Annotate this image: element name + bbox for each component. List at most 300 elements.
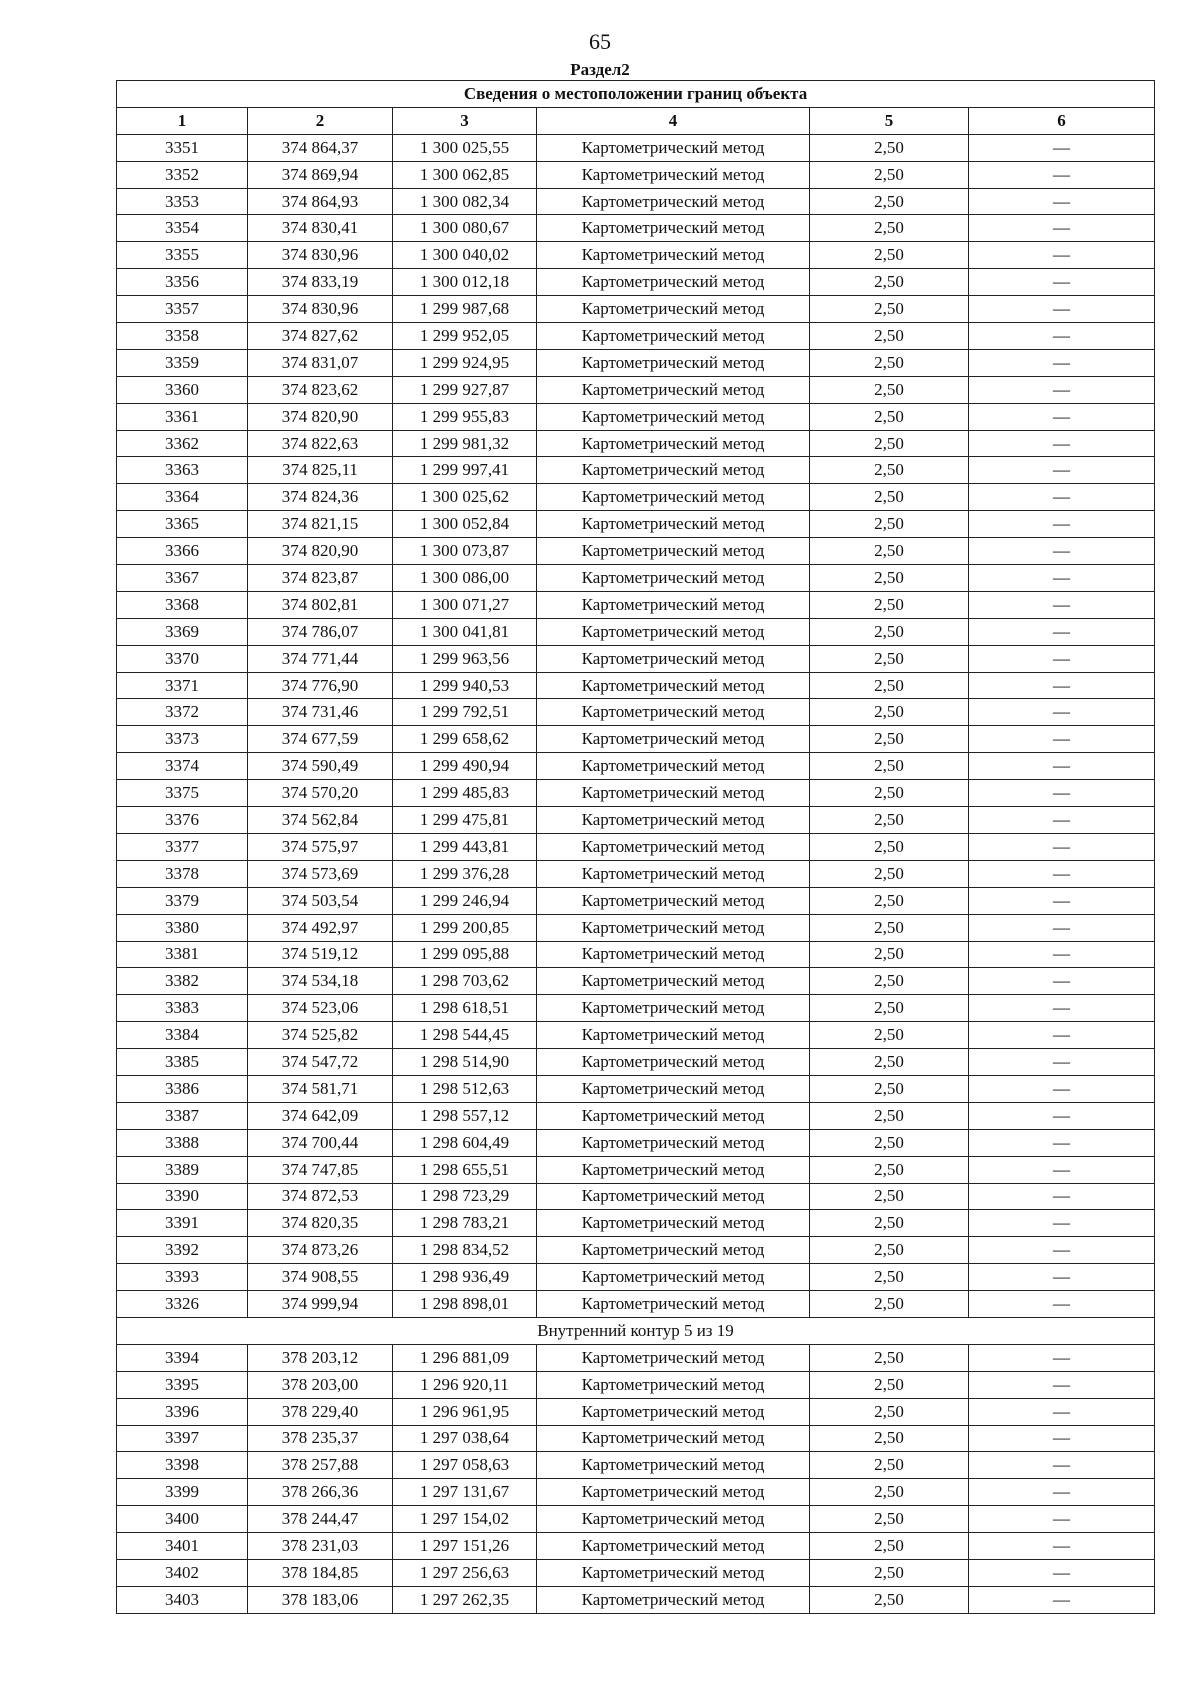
- y-coordinate-cell: 1 300 025,62: [393, 484, 537, 511]
- table-row: [117, 1264, 1155, 1291]
- x-coordinate-cell: 378 257,88: [248, 1452, 393, 1479]
- table-row: [117, 887, 1155, 914]
- x-coordinate-cell: 378 231,03: [248, 1533, 393, 1560]
- method-cell: Картометрический метод: [537, 1183, 810, 1210]
- y-coordinate-cell: 1 299 095,88: [393, 941, 537, 968]
- table-row: [117, 323, 1155, 350]
- point-number-cell: 3358: [117, 323, 248, 350]
- method-cell: Картометрический метод: [537, 860, 810, 887]
- point-number-cell: 3378: [117, 860, 248, 887]
- table-row: [117, 430, 1155, 457]
- y-coordinate-cell: 1 298 723,29: [393, 1183, 537, 1210]
- description-cell: —: [969, 323, 1155, 350]
- table-row: [117, 807, 1155, 834]
- table-body: [117, 134, 1155, 1613]
- point-number-cell: 3376: [117, 807, 248, 834]
- y-coordinate-cell: 1 298 512,63: [393, 1075, 537, 1102]
- accuracy-cell: 2,50: [810, 1183, 969, 1210]
- accuracy-cell: 2,50: [810, 430, 969, 457]
- method-cell: Картометрический метод: [537, 1586, 810, 1613]
- accuracy-cell: 2,50: [810, 1075, 969, 1102]
- table-row: [117, 511, 1155, 538]
- accuracy-cell: 2,50: [810, 1506, 969, 1533]
- y-coordinate-cell: 1 299 927,87: [393, 376, 537, 403]
- x-coordinate-cell: 378 235,37: [248, 1425, 393, 1452]
- accuracy-cell: 2,50: [810, 215, 969, 242]
- point-number-cell: 3393: [117, 1264, 248, 1291]
- method-cell: Картометрический метод: [537, 1452, 810, 1479]
- x-coordinate-cell: 374 547,72: [248, 1049, 393, 1076]
- y-coordinate-cell: 1 298 936,49: [393, 1264, 537, 1291]
- contour-label: Внутренний контур 5 из 19: [117, 1317, 1155, 1344]
- description-cell: —: [969, 1022, 1155, 1049]
- description-cell: —: [969, 1075, 1155, 1102]
- method-cell: Картометрический метод: [537, 941, 810, 968]
- point-number-cell: 3361: [117, 403, 248, 430]
- accuracy-cell: 2,50: [810, 1533, 969, 1560]
- point-number-cell: 3386: [117, 1075, 248, 1102]
- x-coordinate-cell: 374 776,90: [248, 672, 393, 699]
- x-coordinate-cell: 374 820,90: [248, 538, 393, 565]
- contour-label-row: [117, 1317, 1155, 1344]
- point-number-cell: 3402: [117, 1559, 248, 1586]
- x-coordinate-cell: 374 833,19: [248, 269, 393, 296]
- table-row: [117, 188, 1155, 215]
- table-row: [117, 618, 1155, 645]
- method-cell: Картометрический метод: [537, 269, 810, 296]
- table-row: [117, 1291, 1155, 1318]
- point-number-cell: 3385: [117, 1049, 248, 1076]
- accuracy-cell: 2,50: [810, 968, 969, 995]
- description-cell: —: [969, 1102, 1155, 1129]
- accuracy-cell: 2,50: [810, 995, 969, 1022]
- description-cell: —: [969, 995, 1155, 1022]
- method-cell: Картометрический метод: [537, 672, 810, 699]
- method-cell: Картометрический метод: [537, 511, 810, 538]
- x-coordinate-cell: 374 575,97: [248, 833, 393, 860]
- description-cell: —: [969, 1371, 1155, 1398]
- method-cell: Картометрический метод: [537, 807, 810, 834]
- description-cell: —: [969, 134, 1155, 161]
- y-coordinate-cell: 1 300 012,18: [393, 269, 537, 296]
- x-coordinate-cell: 374 831,07: [248, 349, 393, 376]
- description-cell: —: [969, 726, 1155, 753]
- accuracy-cell: 2,50: [810, 565, 969, 592]
- description-cell: —: [969, 296, 1155, 323]
- table-row: [117, 1586, 1155, 1613]
- accuracy-cell: 2,50: [810, 538, 969, 565]
- accuracy-cell: 2,50: [810, 1371, 969, 1398]
- y-coordinate-cell: 1 297 256,63: [393, 1559, 537, 1586]
- point-number-cell: 3362: [117, 430, 248, 457]
- x-coordinate-cell: 378 184,85: [248, 1559, 393, 1586]
- point-number-cell: 3381: [117, 941, 248, 968]
- point-number-cell: 3352: [117, 161, 248, 188]
- accuracy-cell: 2,50: [810, 1156, 969, 1183]
- y-coordinate-cell: 1 300 041,81: [393, 618, 537, 645]
- y-coordinate-cell: 1 296 961,95: [393, 1398, 537, 1425]
- page-number: 65: [589, 29, 611, 54]
- table-row: [117, 1102, 1155, 1129]
- point-number-cell: 3396: [117, 1398, 248, 1425]
- table-row: [117, 1371, 1155, 1398]
- point-number-cell: 3403: [117, 1586, 248, 1613]
- table-row: [117, 376, 1155, 403]
- description-cell: —: [969, 242, 1155, 269]
- x-coordinate-cell: 374 534,18: [248, 968, 393, 995]
- method-cell: Картометрический метод: [537, 1210, 810, 1237]
- accuracy-cell: 2,50: [810, 1291, 969, 1318]
- y-coordinate-cell: 1 298 703,62: [393, 968, 537, 995]
- point-number-cell: 3401: [117, 1533, 248, 1560]
- description-cell: —: [969, 1264, 1155, 1291]
- point-number-cell: 3372: [117, 699, 248, 726]
- y-coordinate-cell: 1 298 783,21: [393, 1210, 537, 1237]
- table-row: [117, 1210, 1155, 1237]
- accuracy-cell: 2,50: [810, 618, 969, 645]
- x-coordinate-cell: 374 821,15: [248, 511, 393, 538]
- method-cell: Картометрический метод: [537, 833, 810, 860]
- x-coordinate-cell: 374 642,09: [248, 1102, 393, 1129]
- table-row: [117, 457, 1155, 484]
- x-coordinate-cell: 374 999,94: [248, 1291, 393, 1318]
- y-coordinate-cell: 1 299 987,68: [393, 296, 537, 323]
- x-coordinate-cell: 374 830,96: [248, 296, 393, 323]
- column-header: 2: [248, 107, 393, 134]
- accuracy-cell: 2,50: [810, 591, 969, 618]
- method-cell: Картометрический метод: [537, 134, 810, 161]
- x-coordinate-cell: 378 266,36: [248, 1479, 393, 1506]
- y-coordinate-cell: 1 299 475,81: [393, 807, 537, 834]
- x-coordinate-cell: 374 864,37: [248, 134, 393, 161]
- method-cell: Картометрический метод: [537, 1237, 810, 1264]
- y-coordinate-cell: 1 298 557,12: [393, 1102, 537, 1129]
- table-row: [117, 1156, 1155, 1183]
- x-coordinate-cell: 378 229,40: [248, 1398, 393, 1425]
- accuracy-cell: 2,50: [810, 1425, 969, 1452]
- method-cell: Картометрический метод: [537, 1371, 810, 1398]
- method-cell: Картометрический метод: [537, 1506, 810, 1533]
- x-coordinate-cell: 374 523,06: [248, 995, 393, 1022]
- table-row: [117, 1506, 1155, 1533]
- x-coordinate-cell: 374 827,62: [248, 323, 393, 350]
- method-cell: Картометрический метод: [537, 565, 810, 592]
- x-coordinate-cell: 374 570,20: [248, 780, 393, 807]
- point-number-cell: 3375: [117, 780, 248, 807]
- method-cell: Картометрический метод: [537, 430, 810, 457]
- table-row: [117, 1559, 1155, 1586]
- method-cell: Картометрический метод: [537, 591, 810, 618]
- x-coordinate-cell: 378 244,47: [248, 1506, 393, 1533]
- table-row: [117, 1425, 1155, 1452]
- description-cell: —: [969, 753, 1155, 780]
- column-header: 4: [537, 107, 810, 134]
- x-coordinate-cell: 374 562,84: [248, 807, 393, 834]
- x-coordinate-cell: 374 869,94: [248, 161, 393, 188]
- table-row: [117, 269, 1155, 296]
- y-coordinate-cell: 1 300 080,67: [393, 215, 537, 242]
- table-row: [117, 161, 1155, 188]
- y-coordinate-cell: 1 300 025,55: [393, 134, 537, 161]
- description-cell: —: [969, 188, 1155, 215]
- accuracy-cell: 2,50: [810, 780, 969, 807]
- table-row: [117, 1183, 1155, 1210]
- accuracy-cell: 2,50: [810, 1264, 969, 1291]
- y-coordinate-cell: 1 300 062,85: [393, 161, 537, 188]
- y-coordinate-cell: 1 298 514,90: [393, 1049, 537, 1076]
- y-coordinate-cell: 1 296 920,11: [393, 1371, 537, 1398]
- table-row: [117, 1022, 1155, 1049]
- x-coordinate-cell: 374 590,49: [248, 753, 393, 780]
- accuracy-cell: 2,50: [810, 833, 969, 860]
- table-row: [117, 484, 1155, 511]
- method-cell: Картометрический метод: [537, 1264, 810, 1291]
- table-row: [117, 1129, 1155, 1156]
- method-cell: Картометрический метод: [537, 484, 810, 511]
- x-coordinate-cell: 374 747,85: [248, 1156, 393, 1183]
- accuracy-cell: 2,50: [810, 1102, 969, 1129]
- point-number-cell: 3363: [117, 457, 248, 484]
- description-cell: —: [969, 349, 1155, 376]
- description-cell: —: [969, 1425, 1155, 1452]
- point-number-cell: 3383: [117, 995, 248, 1022]
- x-coordinate-cell: 374 830,96: [248, 242, 393, 269]
- table-row: [117, 1479, 1155, 1506]
- accuracy-cell: 2,50: [810, 1586, 969, 1613]
- accuracy-cell: 2,50: [810, 403, 969, 430]
- y-coordinate-cell: 1 299 940,53: [393, 672, 537, 699]
- point-number-cell: 3390: [117, 1183, 248, 1210]
- description-cell: —: [969, 1533, 1155, 1560]
- description-cell: —: [969, 780, 1155, 807]
- table-row: [117, 1344, 1155, 1371]
- y-coordinate-cell: 1 299 485,83: [393, 780, 537, 807]
- accuracy-cell: 2,50: [810, 484, 969, 511]
- point-number-cell: 3360: [117, 376, 248, 403]
- y-coordinate-cell: 1 300 052,84: [393, 511, 537, 538]
- description-cell: —: [969, 565, 1155, 592]
- method-cell: Картометрический метод: [537, 1022, 810, 1049]
- description-cell: —: [969, 1452, 1155, 1479]
- description-cell: —: [969, 887, 1155, 914]
- x-coordinate-cell: 374 823,87: [248, 565, 393, 592]
- table-row: [117, 1075, 1155, 1102]
- accuracy-cell: 2,50: [810, 1129, 969, 1156]
- x-coordinate-cell: 374 581,71: [248, 1075, 393, 1102]
- y-coordinate-cell: 1 299 200,85: [393, 914, 537, 941]
- table-row: [117, 134, 1155, 161]
- point-number-cell: 3395: [117, 1371, 248, 1398]
- x-coordinate-cell: 374 873,26: [248, 1237, 393, 1264]
- method-cell: Картометрический метод: [537, 699, 810, 726]
- description-cell: —: [969, 645, 1155, 672]
- description-cell: —: [969, 1506, 1155, 1533]
- table-row: [117, 699, 1155, 726]
- accuracy-cell: 2,50: [810, 1237, 969, 1264]
- y-coordinate-cell: 1 300 071,27: [393, 591, 537, 618]
- x-coordinate-cell: 374 573,69: [248, 860, 393, 887]
- method-cell: Картометрический метод: [537, 753, 810, 780]
- x-coordinate-cell: 374 872,53: [248, 1183, 393, 1210]
- point-number-cell: 3398: [117, 1452, 248, 1479]
- table-row: [117, 215, 1155, 242]
- description-cell: —: [969, 511, 1155, 538]
- y-coordinate-cell: 1 299 924,95: [393, 349, 537, 376]
- point-number-cell: 3359: [117, 349, 248, 376]
- description-cell: —: [969, 1344, 1155, 1371]
- description-cell: —: [969, 941, 1155, 968]
- point-number-cell: 3371: [117, 672, 248, 699]
- point-number-cell: 3353: [117, 188, 248, 215]
- table-row: [117, 538, 1155, 565]
- description-cell: —: [969, 403, 1155, 430]
- accuracy-cell: 2,50: [810, 1479, 969, 1506]
- y-coordinate-cell: 1 299 963,56: [393, 645, 537, 672]
- accuracy-cell: 2,50: [810, 242, 969, 269]
- accuracy-cell: 2,50: [810, 511, 969, 538]
- point-number-cell: 3373: [117, 726, 248, 753]
- point-number-cell: 3399: [117, 1479, 248, 1506]
- y-coordinate-cell: 1 298 898,01: [393, 1291, 537, 1318]
- point-number-cell: 3389: [117, 1156, 248, 1183]
- x-coordinate-cell: 374 525,82: [248, 1022, 393, 1049]
- table-row: [117, 565, 1155, 592]
- accuracy-cell: 2,50: [810, 269, 969, 296]
- table-row: [117, 645, 1155, 672]
- column-header: 6: [969, 107, 1155, 134]
- point-number-cell: 3351: [117, 134, 248, 161]
- point-number-cell: 3357: [117, 296, 248, 323]
- y-coordinate-cell: 1 299 658,62: [393, 726, 537, 753]
- description-cell: —: [969, 457, 1155, 484]
- point-number-cell: 3326: [117, 1291, 248, 1318]
- accuracy-cell: 2,50: [810, 457, 969, 484]
- y-coordinate-cell: 1 297 131,67: [393, 1479, 537, 1506]
- y-coordinate-cell: 1 298 655,51: [393, 1156, 537, 1183]
- description-cell: —: [969, 161, 1155, 188]
- x-coordinate-cell: 374 731,46: [248, 699, 393, 726]
- description-cell: —: [969, 1049, 1155, 1076]
- method-cell: Картометрический метод: [537, 1425, 810, 1452]
- x-coordinate-cell: 374 519,12: [248, 941, 393, 968]
- point-number-cell: 3400: [117, 1506, 248, 1533]
- method-cell: Картометрический метод: [537, 1398, 810, 1425]
- y-coordinate-cell: 1 300 086,00: [393, 565, 537, 592]
- accuracy-cell: 2,50: [810, 672, 969, 699]
- method-cell: Картометрический метод: [537, 242, 810, 269]
- method-cell: Картометрический метод: [537, 161, 810, 188]
- accuracy-cell: 2,50: [810, 134, 969, 161]
- table-row: [117, 914, 1155, 941]
- table-row: [117, 833, 1155, 860]
- x-coordinate-cell: 374 786,07: [248, 618, 393, 645]
- accuracy-cell: 2,50: [810, 860, 969, 887]
- method-cell: Картометрический метод: [537, 645, 810, 672]
- accuracy-cell: 2,50: [810, 1344, 969, 1371]
- x-coordinate-cell: 378 203,12: [248, 1344, 393, 1371]
- y-coordinate-cell: 1 297 154,02: [393, 1506, 537, 1533]
- method-cell: Картометрический метод: [537, 1129, 810, 1156]
- x-coordinate-cell: 374 908,55: [248, 1264, 393, 1291]
- point-number-cell: 3387: [117, 1102, 248, 1129]
- method-cell: Картометрический метод: [537, 457, 810, 484]
- point-number-cell: 3356: [117, 269, 248, 296]
- accuracy-cell: 2,50: [810, 296, 969, 323]
- method-cell: Картометрический метод: [537, 995, 810, 1022]
- x-coordinate-cell: 374 820,90: [248, 403, 393, 430]
- table-row: [117, 726, 1155, 753]
- accuracy-cell: 2,50: [810, 188, 969, 215]
- description-cell: —: [969, 269, 1155, 296]
- table-row: [117, 968, 1155, 995]
- accuracy-cell: 2,50: [810, 349, 969, 376]
- x-coordinate-cell: 378 203,00: [248, 1371, 393, 1398]
- description-cell: —: [969, 1210, 1155, 1237]
- accuracy-cell: 2,50: [810, 1559, 969, 1586]
- accuracy-cell: 2,50: [810, 323, 969, 350]
- x-coordinate-cell: 374 700,44: [248, 1129, 393, 1156]
- description-cell: —: [969, 376, 1155, 403]
- description-cell: —: [969, 968, 1155, 995]
- column-header: 1: [117, 107, 248, 134]
- accuracy-cell: 2,50: [810, 1049, 969, 1076]
- y-coordinate-cell: 1 299 246,94: [393, 887, 537, 914]
- description-cell: —: [969, 860, 1155, 887]
- table-row: [117, 1452, 1155, 1479]
- table-caption: Сведения о местоположении границ объекта: [117, 81, 1155, 108]
- description-cell: —: [969, 1156, 1155, 1183]
- description-cell: —: [969, 1559, 1155, 1586]
- y-coordinate-cell: 1 299 981,32: [393, 430, 537, 457]
- point-number-cell: 3377: [117, 833, 248, 860]
- point-number-cell: 3354: [117, 215, 248, 242]
- description-cell: —: [969, 484, 1155, 511]
- x-coordinate-cell: 374 677,59: [248, 726, 393, 753]
- point-number-cell: 3368: [117, 591, 248, 618]
- table-row: [117, 1049, 1155, 1076]
- method-cell: Картометрический метод: [537, 780, 810, 807]
- x-coordinate-cell: 374 830,41: [248, 215, 393, 242]
- table-row: [117, 780, 1155, 807]
- table-row: [117, 349, 1155, 376]
- point-number-cell: 3397: [117, 1425, 248, 1452]
- accuracy-cell: 2,50: [810, 1398, 969, 1425]
- x-coordinate-cell: 378 183,06: [248, 1586, 393, 1613]
- column-header: 5: [810, 107, 969, 134]
- point-number-cell: 3370: [117, 645, 248, 672]
- x-coordinate-cell: 374 503,54: [248, 887, 393, 914]
- method-cell: Картометрический метод: [537, 887, 810, 914]
- accuracy-cell: 2,50: [810, 887, 969, 914]
- point-number-cell: 3394: [117, 1344, 248, 1371]
- table-row: [117, 753, 1155, 780]
- x-coordinate-cell: 374 771,44: [248, 645, 393, 672]
- y-coordinate-cell: 1 297 262,35: [393, 1586, 537, 1613]
- table-row: [117, 672, 1155, 699]
- accuracy-cell: 2,50: [810, 161, 969, 188]
- description-cell: —: [969, 1479, 1155, 1506]
- point-number-cell: 3391: [117, 1210, 248, 1237]
- table-row: [117, 296, 1155, 323]
- y-coordinate-cell: 1 300 040,02: [393, 242, 537, 269]
- column-header-row: [117, 107, 1155, 134]
- method-cell: Картометрический метод: [537, 296, 810, 323]
- y-coordinate-cell: 1 299 443,81: [393, 833, 537, 860]
- y-coordinate-cell: 1 299 997,41: [393, 457, 537, 484]
- x-coordinate-cell: 374 802,81: [248, 591, 393, 618]
- y-coordinate-cell: 1 298 544,45: [393, 1022, 537, 1049]
- accuracy-cell: 2,50: [810, 645, 969, 672]
